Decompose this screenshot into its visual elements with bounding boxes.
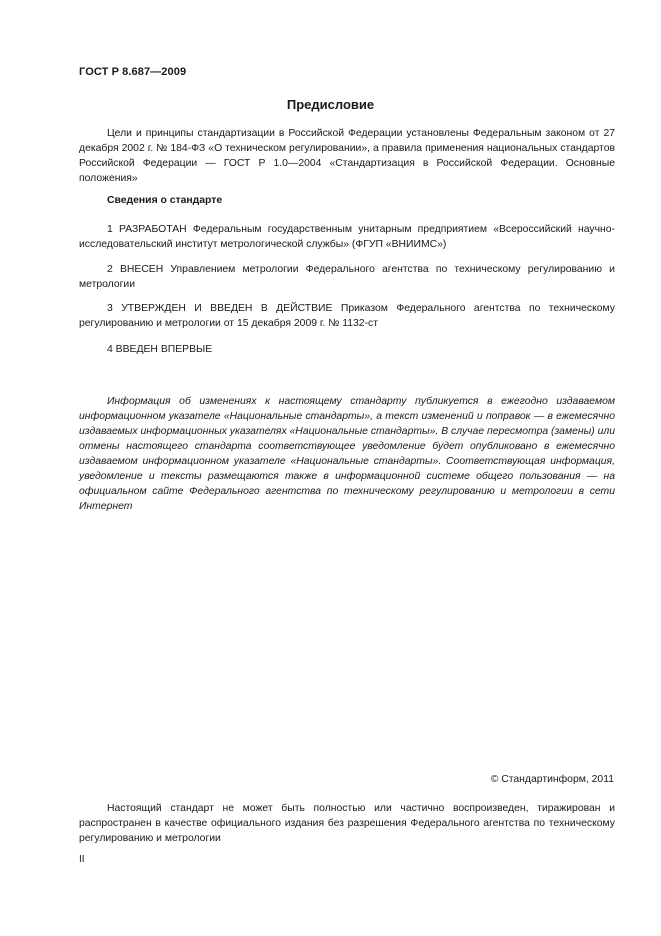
footer-note: Настоящий стандарт не может быть полностью или частично воспроизведен, тиражирован и распространен в качестве официального издания без разрешения Федерального агентства по техническому регулированию и метрологии: [79, 803, 615, 844]
notice-paragraph: Информация об изменениях к настоящему стандарту публикуется в ежегодно издаваемом информационном указателе «Национальные стандарты», а текст изменений и поправок — в ежемесячно издаваемых информационных указателях «Национальные стандарты». В случае пересмотра (замены) или отмены настоящего стандарта соответствующее уведомление будет опубликовано в ежемесячно издаваемом информационном указателе «Национальные стандарты». Соответствующая информация, уведомление и тексты размещаются также в информационной системе общего пользования — на официальном сайте Федерального агентства по техническому регулированию и метрологии в сети Интернет: [79, 396, 615, 512]
page-title: Предисловие: [286, 97, 375, 112]
item-4: 4 ВВЕДЕН ВПЕРВЫЕ: [107, 344, 213, 355]
item-2: 2 ВНЕСЕН Управлением метрологии Федерального агентства по техническому регулированию и метрологии: [79, 264, 615, 290]
intro-paragraph: Цели и принципы стандартизации в Российской Федерации установлены Федеральным законом от 27 декабря 2002 г. № 184-ФЗ «О техническом регулировании», а правила применения национальных стандартов Российской Федерации — ГОСТ Р 1.0—2004 «Стандартизация в Российской Федерации. Основные положения»: [79, 128, 615, 184]
section-heading: Сведения о стандарте: [107, 195, 223, 206]
document-id: ГОСТ Р 8.687—2009: [79, 66, 187, 78]
item-1: 1 РАЗРАБОТАН Федеральным государственным унитарным предприятием «Всероссийский научно-исследовательский институт метрологической службы» (ФГУП «ВНИИМС»): [79, 224, 615, 250]
item-3: 3 УТВЕРЖДЕН И ВВЕДЕН В ДЕЙСТВИЕ Приказом Федерального агентства по техническому регулированию и метрологии от 15 декабря 2009 г. № 1132-ст: [79, 303, 615, 329]
page-number: II: [79, 854, 85, 865]
copyright-line: © Стандартинформ, 2011: [490, 774, 614, 785]
